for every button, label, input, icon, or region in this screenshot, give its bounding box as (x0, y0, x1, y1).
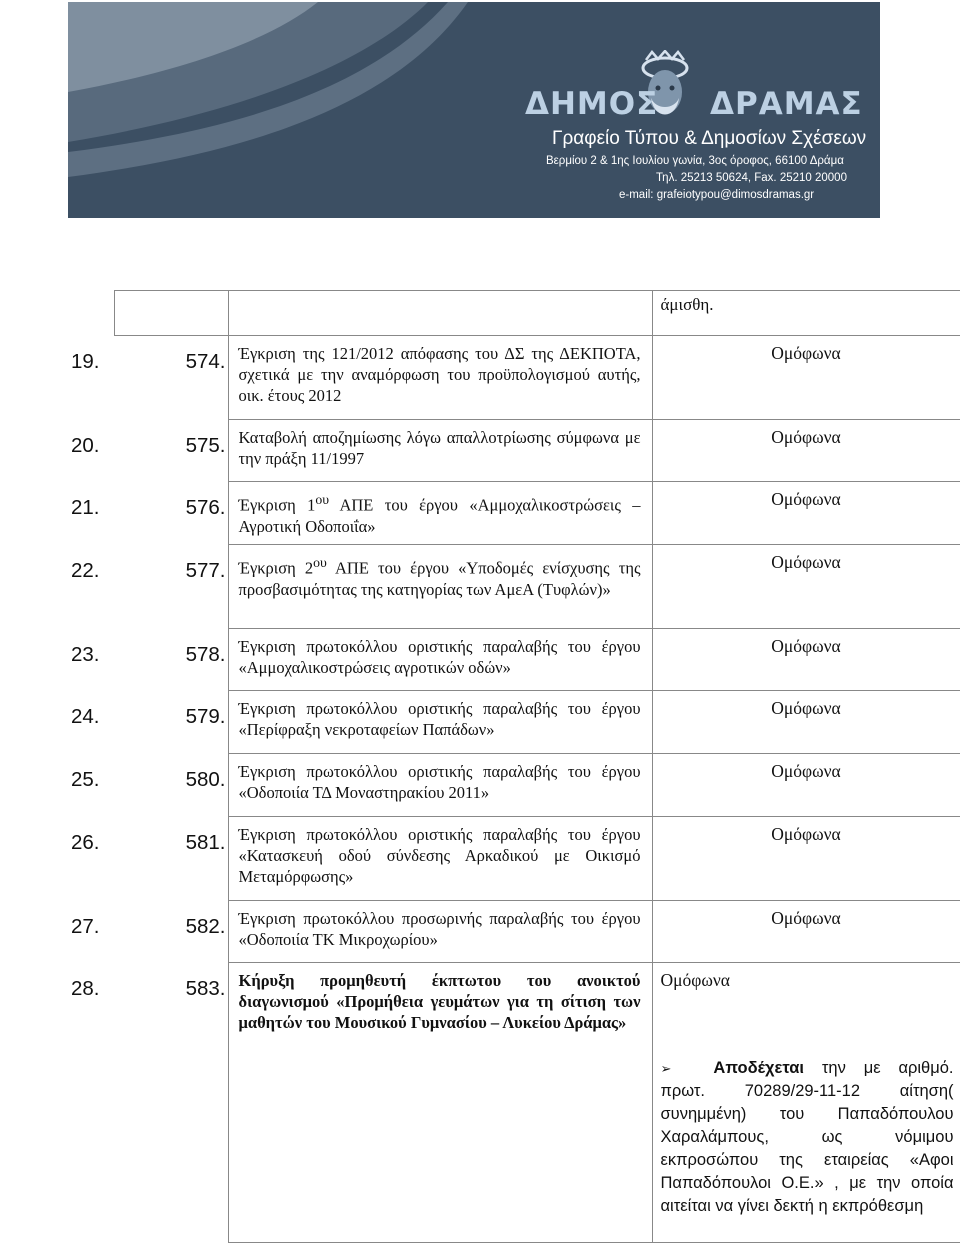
table-row (59, 963, 960, 1243)
brand-right: ΔΡΑΜΑΣ (710, 86, 863, 122)
item-description: Έγκριση πρωτοκόλλου οριστικής παραλαβής του έργου «Περίφραξη νεκροταφείων Παπάδων» (238, 699, 641, 739)
item-description: Έγκριση πρωτοκόλλου προσωρινής παραλαβής του έργου «Οδοποιία ΤΚ Μικροχωρίου» (238, 909, 641, 949)
item-description: Έγκριση $2^{o\upsilon}$ ΑΠΕ του έργου «Υποδομές ενίσχυσης της προσβασιμότητας της κατηγορίας των ΑμεΑ (Τυφλών)» (238, 555, 641, 599)
decision-number: 575. (185, 433, 226, 457)
result-text: άμισθη. (660, 295, 714, 314)
item-number: 24. (71, 704, 100, 728)
table-row (59, 291, 960, 336)
office-title: Γραφείο Τύπου & Δημοσίων Σχέσεων (552, 128, 867, 149)
email-line: e-mail: grafeiotypou@dimosdramas.gr (619, 189, 815, 201)
item-number: 21. (71, 495, 100, 519)
item-description: Κήρυξη προμηθευτή έκπτωτου του ανοικτού διαγωνισμού «Προμήθεια γευμάτων για τη σίτιση των μαθητών του Μουσικού Γυμνασίου – Λυκείου Δράμας» (238, 971, 641, 1032)
vote-result: Ομόφωνα (771, 427, 841, 447)
item-number: 26. (71, 830, 100, 854)
table-row (59, 336, 960, 420)
table-row (59, 817, 960, 901)
vote-result: Ομόφωνα (771, 552, 841, 572)
arrow-bullet-icon: ➢ (660, 1061, 672, 1076)
vote-result: Ομόφωνα (771, 636, 841, 656)
vote-result: Ομόφωνα (771, 761, 841, 781)
vote-result: Ομόφωνα (771, 908, 841, 928)
decision-number: 578. (185, 642, 226, 666)
item-description: Έγκριση $1^{o\upsilon}$ ΑΠΕ του έργου «Αμμοχαλικοστρώσεις – Αγροτική Οδοποιΐα» (238, 492, 641, 536)
note-keyword: Αποδέχεται (713, 1059, 804, 1077)
item-description: Έγκριση πρωτοκόλλου οριστικής παραλαβής του έργου «Αμμοχαλικοστρώσεις αγροτικών οδών» (238, 637, 641, 677)
decision-number: 581. (185, 830, 226, 854)
vote-result: Ομόφωνα (771, 489, 841, 509)
decision-number: 583. (185, 976, 226, 1000)
decision-number: 577. (185, 558, 226, 582)
decision-number: 579. (185, 704, 226, 728)
acceptance-note (653, 1057, 960, 1218)
decision-number: 582. (185, 914, 226, 938)
item-description: Έγκριση της 121/2012 απόφασης του ΔΣ της ΔΕΚΠΟΤΑ, σχετικά με την αναμόρφωση του προϋπολογισμού αυτής, οικ. έτους 2012 (238, 344, 641, 405)
decision-number: 576. (185, 495, 226, 519)
table-row (59, 901, 960, 963)
item-description: Καταβολή αποζημίωσης λόγω απαλλοτρίωσης σύμφωνα με την πράξη 11/1997 (238, 428, 641, 468)
item-number: 20. (71, 433, 100, 457)
note-text: την με αριθμό. πρωτ. 70289/29-11-12 αίτηση( συνημμένη) του Παπαδόπουλου Χαραλάμπους, ως νόμιμου εκπροσώπου της εταιρείας «Αφοι Παπαδόπουλοι Ο.Ε.» , με την οποία αιτείται να γίνει δεκτή η εκπρόθεσμη (660, 1059, 954, 1215)
item-number: 23. (71, 642, 100, 666)
table-row (59, 754, 960, 817)
vote-result: Ομόφωνα (771, 343, 841, 363)
item-number: 27. (71, 914, 100, 938)
item-number: 19. (71, 349, 100, 373)
item-description: Έγκριση πρωτοκόλλου οριστικής παραλαβής του έργου «Οδοποιία ΤΔ Μοναστηρακίου 2011» (238, 762, 641, 802)
item-number: 28. (71, 976, 100, 1000)
table-row (59, 482, 960, 545)
address-line: Βερμίου 2 & 1ης Ιουλίου γωνία, 3ος όροφος, 66100 Δράμα (546, 155, 844, 167)
decision-number: 574. (185, 350, 226, 373)
table-row (59, 545, 960, 629)
item-description: Έγκριση πρωτοκόλλου οριστικής παραλαβής του έργου «Κατασκευή οδού σύνδεσης Αρκαδικού με Οικισμό Μεταμόρφωσης» (238, 825, 641, 886)
decisions-table (59, 290, 960, 1243)
vote-result: Ομόφωνα (771, 698, 841, 718)
table-row (59, 420, 960, 482)
table-row (59, 629, 960, 691)
vote-result: Ομόφωνα (660, 970, 730, 990)
letterhead (68, 2, 880, 218)
item-number: 22. (71, 558, 100, 582)
item-number: 25. (71, 767, 100, 791)
vote-result: Ομόφωνα (771, 824, 841, 844)
decision-number: 580. (185, 767, 226, 791)
table-row (59, 691, 960, 754)
brand-left: ΔΗΜΟΣ (525, 86, 659, 122)
phone-line: Τηλ. 25213 50624, Fax. 25210 20000 (656, 172, 847, 184)
